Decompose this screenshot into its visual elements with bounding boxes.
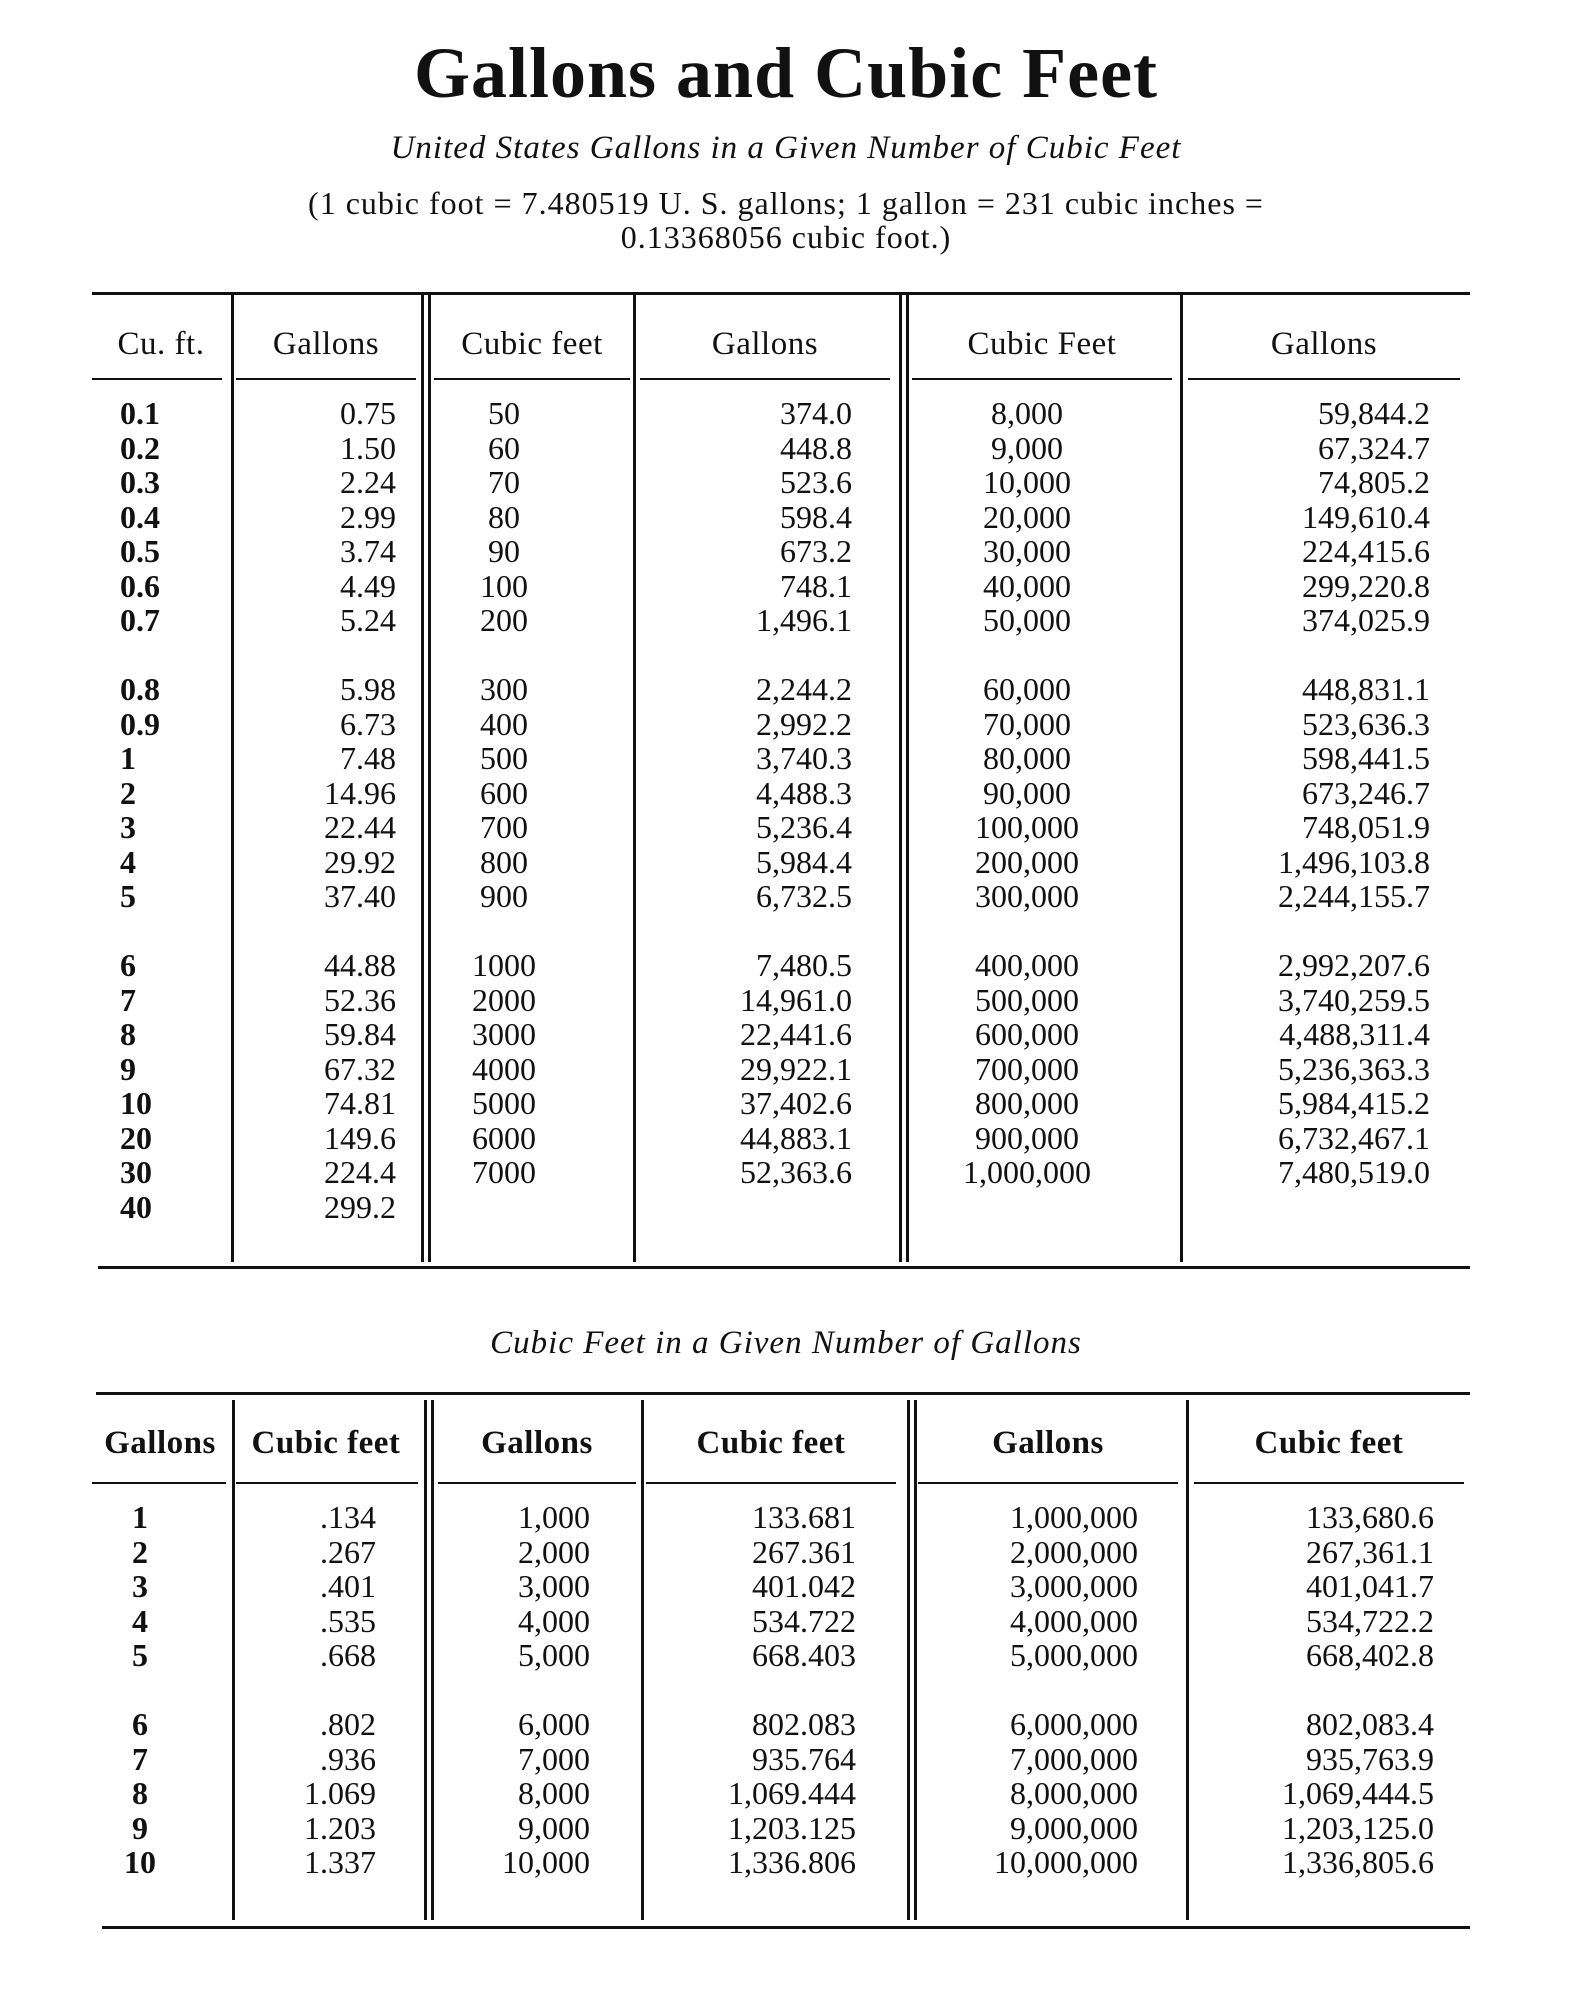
table-cell: 534.722 [752,1602,856,1639]
table-cell: 1.337 [304,1844,376,1880]
column-divider [899,292,902,1262]
table-cell: 299,220.8 [1302,567,1430,604]
table-cell: 2.99 [340,498,396,535]
group-spacer [1188,914,1430,949]
table-cell: 1.50 [340,429,396,466]
table-cell: 100 [480,567,528,604]
table-cell: 7,480.5 [756,947,852,983]
table-cell: 1.069 [304,1775,376,1811]
table-cell: 2,000,000 [1010,1533,1138,1570]
table-cell: 50 [488,395,520,431]
table-cell: 800 [480,843,528,880]
table-cell: 10 [120,1085,152,1121]
table-cell: 8,000,000 [1010,1775,1138,1811]
table-cell: 1,000,000 [1010,1499,1138,1535]
column-header: Cubic feet [461,326,603,362]
table-cell: 0.75 [340,395,396,431]
table-cell: 2000 [472,981,536,1018]
table-cell: 2,000 [518,1533,590,1570]
table-cell: .401 [320,1568,376,1604]
table-cell: 74.81 [324,1085,396,1121]
table-cell: 5 [120,878,136,914]
table-cell: 2 [120,774,136,811]
table-cell: 3,740.3 [756,740,852,776]
table-column [1194,1500,1434,1880]
table-cell: 9 [120,1050,136,1087]
table-cell: 900 [480,878,528,914]
table-cell: 3.74 [340,533,396,569]
table-cell: 40 [120,1188,152,1225]
table-column [640,396,852,1224]
header-underline [1194,1482,1464,1484]
table-column [918,1500,1138,1880]
table-cell: 5 [132,1637,148,1673]
header-underline [646,1482,896,1484]
table-cell: 0.9 [120,705,160,742]
group-spacer [440,1673,590,1708]
table-cell: 133.681 [752,1499,856,1535]
header-underline [92,378,222,380]
table-cell: 200,000 [975,843,1079,880]
table-cell: 200 [480,602,528,638]
table-cell: 1,203.125 [728,1809,856,1846]
group-spacer [236,638,396,673]
column-header: Cubic feet [251,1425,401,1461]
group-spacer [434,914,574,949]
table-cell: 30 [120,1154,152,1190]
table-cell: 22.44 [324,809,396,845]
header-underline [236,1482,418,1484]
table-cell: 80,000 [983,740,1071,776]
table-cell: 7 [120,981,136,1018]
table-cell: 7 [132,1740,148,1777]
table-bottom-rule [102,1926,1470,1929]
table-cell: 748,051.9 [1302,809,1430,845]
table-bottom-rule [98,1266,1470,1269]
table-cell: 1,496,103.8 [1278,843,1430,880]
table-cell: 673.2 [780,533,852,569]
table-cell: 30,000 [983,533,1071,569]
table-cell: 0.1 [120,395,160,431]
table-cell: 20,000 [983,498,1071,535]
table-cell: 67.32 [324,1050,396,1087]
table-cell: 0.6 [120,567,160,604]
table-cell: 14,961.0 [740,981,852,1018]
column-header: Gallons [272,326,380,362]
table-cell: 748.1 [780,567,852,604]
table-cell: 802,083.4 [1306,1706,1434,1742]
header-underline [912,378,1172,380]
table-cell: 6,000,000 [1010,1706,1138,1742]
table-cell: 2,244,155.7 [1278,878,1430,914]
table-cell: 3,000,000 [1010,1568,1138,1604]
group-spacer [1194,1673,1434,1708]
column-divider [1186,1400,1189,1920]
table-cell: 7000 [472,1154,536,1190]
table-cell: 2 [132,1533,148,1570]
table-cell: 100,000 [975,809,1079,845]
table-column [434,396,574,1224]
table2-subtitle: Cubic Feet in a Given Number of Gallons [490,1325,1082,1361]
table-cell: 700,000 [975,1050,1079,1087]
table-cell: 149.6 [324,1119,396,1156]
column-divider [907,1400,910,1920]
conversion-note [0,186,1572,254]
table-cell: 224.4 [324,1154,396,1190]
table-cell: 534,722.2 [1306,1602,1434,1639]
table-cell: 5.24 [340,602,396,638]
table-cell: 3,000 [518,1568,590,1604]
table-cell: 4,488.3 [756,774,852,811]
table-cell: 600 [480,774,528,811]
table-cell: 10 [124,1844,156,1880]
table-cell: 668.403 [752,1637,856,1673]
table-cell: 80 [488,498,520,535]
header-underline [236,378,416,380]
group-spacer [434,638,574,673]
group-spacer [640,638,852,673]
table-cell [912,1190,1142,1225]
table-column [100,1500,180,1880]
table-cell: 70,000 [983,705,1071,742]
table-cell: 6 [132,1706,148,1742]
table-cell: 44,883.1 [740,1119,852,1156]
table1-subtitle: United States Gallons in a Given Number of Cubic Feet [390,130,1182,166]
table-cell: 1,069,444.5 [1282,1775,1434,1811]
column-divider [914,1400,917,1920]
table-cell: 300 [480,671,528,707]
table-cell: 6 [120,947,136,983]
table-cell: 2,244.2 [756,671,852,707]
table-cell: 9,000 [518,1809,590,1846]
header-underline [438,1482,636,1484]
group-spacer [236,1673,376,1708]
group-spacer [120,914,200,949]
group-spacer [646,1673,856,1708]
table-cell: 14.96 [324,774,396,811]
table-cell: 37.40 [324,878,396,914]
table-top-rule [96,1392,1470,1395]
table-cell: 4,000 [518,1602,590,1639]
column-header: Gallons [992,1425,1104,1461]
group-spacer [120,638,200,673]
table-cell: 9,000,000 [1010,1809,1138,1846]
table-cell: 1,496.1 [756,602,852,638]
table-cell: 67,324.7 [1318,429,1430,466]
table-column [440,1500,590,1880]
table-cell: 802.083 [752,1706,856,1742]
column-divider [231,292,234,1262]
table-cell: 224,415.6 [1302,533,1430,569]
group-spacer [918,1673,1138,1708]
table-cell: 1,000,000 [963,1154,1091,1190]
table-cell: 50,000 [983,602,1071,638]
table-cell: 523.6 [780,464,852,500]
column-divider [232,1400,235,1920]
table-cell: 90,000 [983,774,1071,811]
table-cell: 600,000 [975,1016,1079,1052]
table-cell: 3000 [472,1016,536,1052]
group-spacer [100,1673,180,1708]
table-cell: 1,000 [518,1499,590,1535]
header-underline [434,378,630,380]
table-cell: 935.764 [752,1740,856,1777]
column-header: Cubic Feet [967,326,1117,362]
table-cell: 20 [120,1119,152,1156]
table-cell: 1,069.444 [728,1775,856,1811]
table-cell: 2,992.2 [756,705,852,742]
table-cell: 401,041.7 [1306,1568,1434,1604]
group-spacer [912,914,1142,949]
table-cell: 60 [488,429,520,466]
table-cell: 1 [132,1499,148,1535]
table-cell: 6,732.5 [756,878,852,914]
table-cell: 4,488,311.4 [1279,1016,1430,1052]
table-cell: 1,203,125.0 [1282,1809,1434,1846]
header-underline [918,1482,1178,1484]
table-cell: 133,680.6 [1306,1499,1434,1535]
table-cell: 673,246.7 [1302,774,1430,811]
table-cell: 500,000 [975,981,1079,1018]
table-column [236,1500,376,1880]
table-cell: 401.042 [752,1568,856,1604]
table-cell: 668,402.8 [1306,1637,1434,1673]
table-cell: 4000 [472,1050,536,1087]
table-cell: 2,992,207.6 [1278,947,1430,983]
column-header: Gallons [481,1425,593,1461]
conversion-note-line2: 0.13368056 cubic foot.) [620,219,952,255]
column-divider [641,1400,644,1920]
table-cell: 60,000 [983,671,1071,707]
table-cell: 29.92 [324,843,396,880]
table-cell: 400,000 [975,947,1079,983]
table-cell: 1 [120,740,136,776]
table-cell: 0.2 [120,429,160,466]
table-cell: 8 [132,1775,148,1811]
table-cell: 8 [120,1016,136,1052]
table-cell: 22,441.6 [740,1016,852,1052]
column-divider [428,292,431,1262]
table-column [646,1500,856,1880]
table-column [912,396,1142,1224]
group-spacer [236,914,396,949]
column-header: Gallons [104,1425,216,1461]
column-divider [1180,292,1183,1262]
table-cell: 267,361.1 [1306,1533,1434,1570]
table-cell: 4 [120,843,136,880]
table-cell: 7,000 [518,1740,590,1777]
table-cell: 300,000 [975,878,1079,914]
table-cell: 5,236,363.3 [1278,1050,1430,1087]
table-cell: 59,844.2 [1318,395,1430,431]
table-cell: 500 [480,740,528,776]
table-cell [640,1190,852,1225]
table-cell: 10,000,000 [994,1844,1138,1880]
table-cell: 9 [132,1809,148,1846]
table-cell: 0.7 [120,602,160,638]
table-cell: 299.2 [324,1188,396,1225]
table-cell: 9,000 [991,429,1063,466]
table-cell: 2.24 [340,464,396,500]
table-cell: 0.4 [120,498,160,535]
table-cell: 700 [480,809,528,845]
group-spacer [1188,638,1430,673]
table-cell: 37,402.6 [740,1085,852,1121]
column-divider [424,1400,427,1920]
table-cell: .267 [320,1533,376,1570]
column-header: Cubic feet [1254,1425,1404,1461]
table-cell: 3,740,259.5 [1278,981,1430,1018]
table-cell [434,1190,574,1225]
table-cell: 374.0 [780,395,852,431]
page-title: Gallons and Cubic Feet [413,33,1159,113]
conversion-note-line1: (1 cubic foot = 7.480519 U. S. gallons; 1 gallon = 231 cubic inches = [308,185,1264,221]
table-cell: 4.49 [340,567,396,604]
table-cell: 3 [132,1568,148,1604]
table-cell: 1,336.806 [728,1844,856,1880]
table-cell: 448,831.1 [1302,671,1430,707]
table-cell: 448.8 [780,429,852,466]
column-header: Gallons [1270,326,1378,362]
table-cell: 5,000 [518,1637,590,1673]
header-underline [640,378,890,380]
column-divider [431,1400,434,1920]
table-cell: 900,000 [975,1119,1079,1156]
table-cell: .668 [320,1637,376,1673]
column-divider [633,292,636,1262]
column-header: Cubic feet [696,1425,846,1461]
table-cell: 523,636.3 [1302,705,1430,742]
table-cell: 8,000 [518,1775,590,1811]
table-cell: 374,025.9 [1302,602,1430,638]
table-cell: 52,363.6 [740,1154,852,1190]
header-underline [1188,378,1460,380]
column-divider [421,292,424,1262]
table-cell: .535 [320,1602,376,1639]
table-cell: .936 [320,1740,376,1777]
table-cell: 7,000,000 [1010,1740,1138,1777]
table-cell: .134 [320,1499,376,1535]
table-cell: 1000 [472,947,536,983]
column-header: Gallons [711,326,819,362]
table-column [1188,396,1430,1224]
table-cell [1188,1190,1430,1225]
table-cell: 1,336,805.6 [1282,1844,1434,1880]
table-cell: 5.98 [340,671,396,707]
table-cell: 52.36 [324,981,396,1018]
table-cell: 44.88 [324,947,396,983]
table-cell: 59.84 [324,1016,396,1052]
table-column [236,396,396,1224]
table-cell: 29,922.1 [740,1050,852,1087]
table-cell: 598,441.5 [1302,740,1430,776]
table-cell: 598.4 [780,498,852,535]
group-spacer [640,914,852,949]
table-column [120,396,200,1224]
table-cell: 800,000 [975,1085,1079,1121]
column-header: Cu. ft. [117,326,205,362]
table-cell: 5,236.4 [756,809,852,845]
table-cell: 0.8 [120,671,160,707]
table-cell: 7.48 [340,740,396,776]
table-cell: 10,000 [983,464,1071,500]
table-cell: 40,000 [983,567,1071,604]
table-cell: 4 [132,1602,148,1639]
table-cell: 10,000 [502,1844,590,1880]
table-cell: 4,000,000 [1010,1602,1138,1639]
table-cell: 6000 [472,1119,536,1156]
table-cell: 935,763.9 [1306,1740,1434,1777]
table-cell: 3 [120,809,136,845]
table-cell: 267.361 [752,1533,856,1570]
table-cell: 90 [488,533,520,569]
table-cell: 0.3 [120,464,160,500]
table-cell: 74,805.2 [1318,464,1430,500]
table-cell: 149,610.4 [1302,498,1430,535]
table-cell: 5,000,000 [1010,1637,1138,1673]
table-cell: 400 [480,705,528,742]
table-cell: 1.203 [304,1809,376,1846]
table-cell: 8,000 [991,395,1063,431]
table-cell: .802 [320,1706,376,1742]
table-top-rule [92,292,1470,295]
group-spacer [912,638,1142,673]
table-cell: 5,984,415.2 [1278,1085,1430,1121]
table-cell: 6,732,467.1 [1278,1119,1430,1156]
table-cell: 70 [488,464,520,500]
table-cell: 7,480,519.0 [1278,1154,1430,1190]
column-divider [906,292,909,1262]
header-underline [92,1482,226,1484]
table-cell: 0.5 [120,533,160,569]
table-cell: 5,984.4 [756,843,852,880]
table-cell: 6.73 [340,705,396,742]
table-cell: 5000 [472,1085,536,1121]
table-cell: 6,000 [518,1706,590,1742]
